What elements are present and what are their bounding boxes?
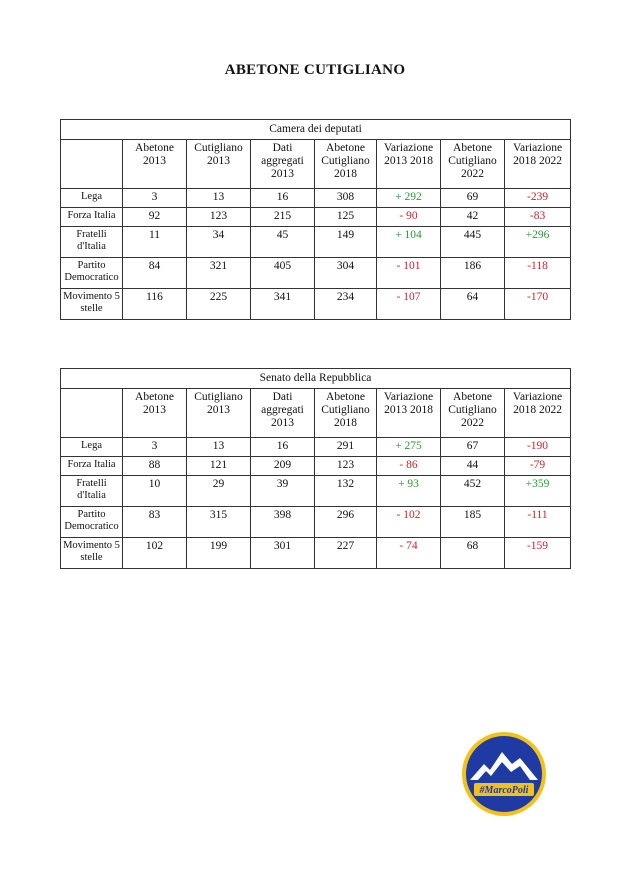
value-cell: 452	[441, 476, 505, 507]
column-header: Abetone Cutigliano 2022	[441, 389, 505, 438]
value-cell: 3	[123, 189, 187, 208]
value-cell: 186	[441, 258, 505, 289]
party-cell: Fratelli d'Italia	[61, 476, 123, 507]
value-cell: 125	[315, 208, 377, 227]
value-cell: 304	[315, 258, 377, 289]
value-cell: 301	[251, 538, 315, 569]
value-cell: 225	[187, 289, 251, 320]
table-row	[61, 289, 571, 320]
column-header: Variazione 2018 2022	[505, 140, 571, 189]
value-cell: -83	[505, 208, 571, 227]
table-row	[61, 507, 571, 538]
value-cell: -239	[505, 189, 571, 208]
value-cell: 123	[315, 457, 377, 476]
value-cell: 10	[123, 476, 187, 507]
value-cell: + 104	[377, 227, 441, 258]
value-cell: 132	[315, 476, 377, 507]
value-cell: 3	[123, 438, 187, 457]
value-cell: + 93	[377, 476, 441, 507]
value-cell: -79	[505, 457, 571, 476]
value-cell: 92	[123, 208, 187, 227]
value-cell: 199	[187, 538, 251, 569]
value-cell: -111	[505, 507, 571, 538]
value-cell: 149	[315, 227, 377, 258]
value-cell: 291	[315, 438, 377, 457]
value-cell: 16	[251, 189, 315, 208]
value-cell: - 101	[377, 258, 441, 289]
party-cell: Lega	[61, 438, 123, 457]
value-cell: 13	[187, 438, 251, 457]
value-cell: 121	[187, 457, 251, 476]
column-header: Abetone Cutigliano 2018	[315, 140, 377, 189]
value-cell: -170	[505, 289, 571, 320]
column-header	[61, 140, 123, 189]
value-cell: + 275	[377, 438, 441, 457]
value-cell: 68	[441, 538, 505, 569]
value-cell: 116	[123, 289, 187, 320]
value-cell: 13	[187, 189, 251, 208]
party-cell: Movimento 5 stelle	[61, 289, 123, 320]
table-row	[61, 258, 571, 289]
table-row	[61, 438, 571, 457]
table-row	[61, 457, 571, 476]
value-cell: 67	[441, 438, 505, 457]
value-cell: 234	[315, 289, 377, 320]
marcopoli-logo	[460, 730, 548, 818]
value-cell: 398	[251, 507, 315, 538]
value-cell: - 90	[377, 208, 441, 227]
value-cell: 308	[315, 189, 377, 208]
party-cell: Forza Italia	[61, 208, 123, 227]
value-cell: 84	[123, 258, 187, 289]
column-header: Variazione 2018 2022	[505, 389, 571, 438]
logo-text: #MarcoPoli	[479, 785, 529, 796]
value-cell: 44	[441, 457, 505, 476]
value-cell: 11	[123, 227, 187, 258]
value-cell: - 102	[377, 507, 441, 538]
value-cell: 29	[187, 476, 251, 507]
value-cell: 16	[251, 438, 315, 457]
senato-table	[60, 368, 571, 569]
camera-table	[60, 119, 571, 320]
value-cell: +359	[505, 476, 571, 507]
party-cell: Partito Democratico	[61, 507, 123, 538]
value-cell: -118	[505, 258, 571, 289]
table-row	[61, 538, 571, 569]
value-cell: 321	[187, 258, 251, 289]
party-cell: Partito Democratico	[61, 258, 123, 289]
party-cell: Forza Italia	[61, 457, 123, 476]
column-header: Abetone Cutigliano 2018	[315, 389, 377, 438]
value-cell: 296	[315, 507, 377, 538]
column-header: Dati aggregati 2013	[251, 140, 315, 189]
column-header: Cutigliano 2013	[187, 140, 251, 189]
value-cell: 88	[123, 457, 187, 476]
value-cell: - 86	[377, 457, 441, 476]
column-header: Dati aggregati 2013	[251, 389, 315, 438]
value-cell: + 292	[377, 189, 441, 208]
value-cell: 83	[123, 507, 187, 538]
column-header	[61, 389, 123, 438]
value-cell: -190	[505, 438, 571, 457]
value-cell: 227	[315, 538, 377, 569]
value-cell: 69	[441, 189, 505, 208]
column-header: Abetone 2013	[123, 140, 187, 189]
column-header: Cutigliano 2013	[187, 389, 251, 438]
value-cell: 64	[441, 289, 505, 320]
value-cell: 34	[187, 227, 251, 258]
value-cell: 185	[441, 507, 505, 538]
table-row	[61, 208, 571, 227]
party-cell: Lega	[61, 189, 123, 208]
value-cell: 123	[187, 208, 251, 227]
column-header: Abetone Cutigliano 2022	[441, 140, 505, 189]
table-caption: Senato della Repubblica	[61, 369, 571, 389]
value-cell: - 107	[377, 289, 441, 320]
value-cell: -159	[505, 538, 571, 569]
table-caption: Camera dei deputati	[61, 120, 571, 140]
table-row	[61, 189, 571, 208]
column-header: Abetone 2013	[123, 389, 187, 438]
value-cell: 39	[251, 476, 315, 507]
table-row	[61, 227, 571, 258]
value-cell: 102	[123, 538, 187, 569]
value-cell: 405	[251, 258, 315, 289]
column-header: Variazione 2013 2018	[377, 389, 441, 438]
value-cell: 42	[441, 208, 505, 227]
value-cell: 341	[251, 289, 315, 320]
value-cell: 215	[251, 208, 315, 227]
party-cell: Movimento 5 stelle	[61, 538, 123, 569]
value-cell: 445	[441, 227, 505, 258]
value-cell: 315	[187, 507, 251, 538]
column-header: Variazione 2013 2018	[377, 140, 441, 189]
value-cell: 45	[251, 227, 315, 258]
value-cell: +296	[505, 227, 571, 258]
page-title: ABETONE CUTIGLIANO	[224, 62, 406, 78]
table-row	[61, 476, 571, 507]
value-cell: 209	[251, 457, 315, 476]
value-cell: - 74	[377, 538, 441, 569]
party-cell: Fratelli d'Italia	[61, 227, 123, 258]
